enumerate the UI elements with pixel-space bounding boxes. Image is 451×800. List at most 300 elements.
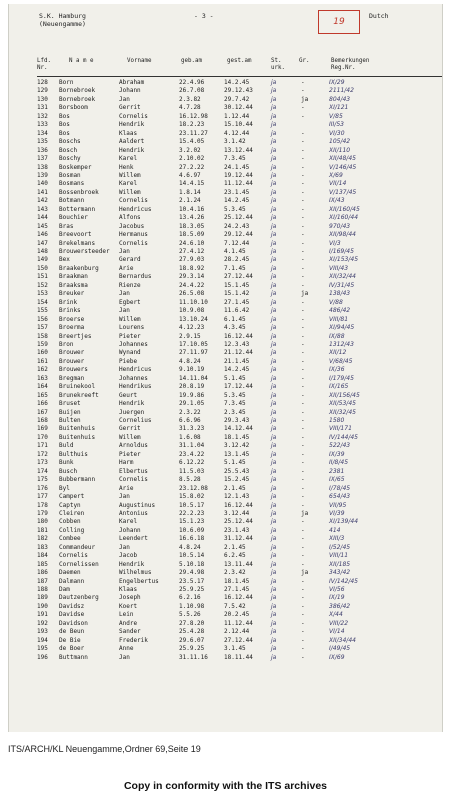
row-surname: Bex (59, 256, 70, 264)
row-deathdate: 5.1.45 (224, 459, 246, 467)
row-surname: Bossenbroek (59, 188, 99, 196)
row-number: 157 (37, 324, 48, 332)
row-birthdate: 2.10.02 (179, 155, 205, 163)
table-row (9, 552, 442, 561)
row-grave: - (301, 526, 305, 534)
row-firstname: Koert (119, 602, 138, 610)
row-surname: Brouwersteeder (59, 248, 110, 255)
row-grave: - (301, 248, 305, 255)
row-register-number: 1580 (329, 417, 345, 424)
row-deathdate: 27.12.44 (224, 636, 253, 644)
row-deathdate: 31.12.44 (224, 535, 253, 543)
row-surname: Daemen (59, 569, 81, 577)
row-certificate: ja (271, 129, 277, 137)
row-firstname: Henk (119, 163, 134, 171)
row-surname: de Beun (59, 628, 85, 636)
row-deathdate: 18.1.45 (224, 433, 250, 441)
row-firstname: Bernardus (119, 273, 152, 281)
row-birthdate: 27.2.22 (179, 163, 205, 171)
row-surname: Broerma (59, 324, 85, 332)
row-firstname: Johann (119, 87, 141, 95)
row-register-number: IX/165 (329, 383, 349, 391)
row-surname: Dautzenberg (59, 594, 99, 602)
row-surname: Bunk (59, 459, 74, 467)
row-grave: - (301, 602, 305, 610)
row-certificate: ja (271, 433, 277, 441)
row-deathdate: 7.5.42 (224, 602, 246, 610)
row-number: 133 (37, 121, 48, 129)
row-deathdate: 21.12.44 (224, 349, 253, 357)
table-row (9, 417, 442, 426)
row-register-number: 138/43 (329, 290, 351, 298)
row-firstname: Arnoldus (119, 442, 148, 450)
row-firstname: Hendricus (119, 205, 152, 213)
row-register-number: VI/56 (329, 586, 345, 593)
row-register-number: XII/160/45 (329, 205, 360, 213)
row-deathdate: 13.11.44 (224, 560, 253, 568)
row-surname: Bregman (59, 374, 85, 382)
row-register-number: IX/69 (329, 653, 345, 661)
row-birthdate: 15.4.05 (179, 138, 205, 146)
row-number: 184 (37, 552, 48, 560)
row-surname: Bron (59, 340, 74, 348)
row-surname: Brouwer (59, 349, 85, 357)
row-certificate: ja (271, 611, 277, 619)
row-grave: - (301, 222, 305, 230)
row-certificate: ja (271, 552, 277, 560)
row-surname: Bos (59, 112, 70, 120)
row-certificate: ja (271, 569, 277, 577)
row-grave: ja (301, 290, 309, 298)
table-row (9, 333, 442, 342)
row-register-number: 1312/43 (329, 340, 354, 348)
row-birthdate: 4.8.24 (179, 357, 201, 365)
row-surname: Boschs (59, 138, 81, 146)
row-register-number: III/53 (329, 121, 344, 129)
row-number: 146 (37, 231, 48, 239)
row-register-number: 386/42 (329, 602, 351, 610)
row-number: 180 (37, 518, 48, 526)
row-number: 132 (37, 112, 48, 120)
row-register-number: IV/144/45 (329, 433, 359, 441)
row-surname: Busch (59, 467, 78, 475)
table-row (9, 96, 442, 105)
row-deathdate: 2.1.45 (224, 543, 246, 551)
row-firstname: Hendrik (119, 121, 145, 129)
row-register-number: XII/32/44 (329, 273, 356, 281)
row-certificate: ja (271, 214, 277, 222)
row-deathdate: 23.1.45 (224, 188, 250, 196)
row-firstname: Sander (119, 628, 141, 636)
row-grave: - (301, 628, 305, 636)
table-row (9, 324, 442, 333)
row-surname: Buitenhuis (59, 425, 96, 433)
row-grave: - (301, 324, 305, 332)
row-certificate: ja (271, 391, 277, 399)
row-surname: Buijen (59, 408, 81, 416)
table-row (9, 425, 442, 434)
row-surname: Cleiren (59, 509, 85, 517)
table-row (9, 164, 442, 173)
row-number: 160 (37, 349, 48, 357)
row-firstname: Karel (119, 180, 138, 188)
row-deathdate: 27.12.44 (224, 273, 253, 281)
row-grave: - (301, 340, 305, 348)
row-deathdate: 14.2.45 (224, 197, 250, 205)
row-certificate: ja (271, 442, 277, 450)
row-grave: - (301, 577, 305, 585)
row-surname: Borsboom (59, 104, 88, 112)
table-row (9, 375, 442, 384)
row-deathdate: 16.12.44 (224, 594, 253, 602)
row-surname: Davidsz (59, 602, 85, 610)
row-deathdate: 3.1.42 (224, 138, 246, 146)
row-certificate: ja (271, 79, 277, 86)
row-register-number: 654/43 (329, 493, 351, 501)
row-register-number: V/88 (329, 298, 343, 306)
row-register-number: XI/121 (329, 104, 349, 112)
col-gr: Gr. (299, 58, 310, 64)
row-grave: - (301, 264, 305, 272)
row-grave: - (301, 214, 305, 222)
row-surname: Brink (59, 298, 78, 306)
row-certificate: ja (271, 256, 277, 264)
table-row (9, 290, 442, 299)
table-row (9, 654, 442, 663)
row-firstname: Andre (119, 619, 138, 627)
row-firstname: Egbert (119, 298, 141, 306)
table-row (9, 358, 442, 367)
row-certificate: ja (271, 467, 277, 475)
row-certificate: ja (271, 239, 277, 247)
row-certificate: ja (271, 138, 277, 146)
row-certificate: ja (271, 577, 277, 585)
row-firstname: Jan (119, 248, 130, 255)
row-certificate: ja (271, 509, 277, 517)
subcamp-name: (Neuengamme) (39, 20, 86, 28)
row-certificate: ja (271, 653, 277, 661)
row-number: 152 (37, 281, 48, 289)
table-row (9, 79, 442, 88)
col-name: N a m e (69, 58, 94, 64)
row-firstname: Alfons (119, 214, 141, 222)
row-number: 153 (37, 290, 48, 298)
row-grave: - (301, 619, 305, 627)
row-grave: ja (301, 569, 309, 577)
row-number: 138 (37, 163, 48, 171)
row-birthdate: 14.4.15 (179, 180, 205, 188)
row-deathdate: 29.3.43 (224, 417, 250, 424)
row-grave: - (301, 493, 305, 501)
page-stamp-number: 19 (333, 17, 345, 27)
row-surname: Bottermann (59, 205, 96, 213)
row-surname: Dam (59, 586, 70, 593)
row-firstname: Anne (119, 645, 134, 653)
table-row (9, 341, 442, 350)
row-register-number: IX/88 (329, 332, 345, 340)
row-surname: Bubbermann (59, 476, 96, 484)
row-certificate: ja (271, 543, 277, 551)
table-row (9, 527, 442, 536)
row-number: 142 (37, 197, 48, 205)
row-surname: Dalmann (59, 577, 85, 585)
row-certificate: ja (271, 374, 277, 382)
table-row (9, 206, 442, 215)
row-number: 144 (37, 214, 48, 222)
row-surname: Bulthuis (59, 450, 88, 458)
row-deathdate: 20.2.45 (224, 611, 250, 619)
row-number: 135 (37, 138, 48, 146)
row-grave: - (301, 374, 305, 382)
table-row (9, 383, 442, 392)
row-deathdate: 15.10.44 (224, 121, 253, 129)
table-row (9, 130, 442, 139)
table-row (9, 172, 442, 181)
table-row (9, 307, 442, 316)
row-certificate: ja (271, 121, 277, 129)
row-certificate: ja (271, 383, 277, 391)
row-birthdate: 27.11.97 (179, 349, 208, 357)
row-surname: Breevoort (59, 231, 92, 239)
table-row (9, 586, 442, 595)
row-deathdate: 14.2.45 (224, 366, 250, 374)
row-register-number: VII/95 (329, 501, 347, 509)
row-surname: Brunekreeft (59, 391, 99, 399)
table-row (9, 240, 442, 249)
table-row (9, 468, 442, 477)
row-grave: - (301, 205, 305, 213)
table-row (9, 248, 442, 257)
table-row (9, 121, 442, 130)
row-firstname: Jacob (119, 552, 138, 560)
row-surname: Cornelis (59, 552, 88, 560)
row-number: 165 (37, 391, 48, 399)
row-deathdate: 29.7.42 (224, 95, 250, 103)
row-birthdate: 10.6.09 (179, 526, 205, 534)
row-number: 167 (37, 408, 48, 416)
row-number: 194 (37, 636, 48, 644)
row-birthdate: 17.10.05 (179, 340, 208, 348)
row-deathdate: 19.12.44 (224, 171, 253, 179)
row-birthdate: 15.1.23 (179, 518, 205, 526)
table-row (9, 493, 442, 502)
col-urk: urk. (271, 65, 285, 71)
row-firstname: Jan (119, 493, 130, 501)
table-row (9, 502, 442, 511)
row-surname: Commandeur (59, 543, 96, 551)
row-register-number: 804/43 (329, 95, 351, 103)
row-birthdate: 23.5.17 (179, 577, 205, 585)
table-row (9, 392, 442, 401)
row-birthdate: 1.10.98 (179, 602, 205, 610)
row-deathdate: 5.3.45 (224, 391, 246, 399)
row-firstname: Willem (119, 171, 141, 179)
document-page (8, 4, 443, 732)
row-firstname: Hendrik (119, 400, 145, 408)
row-number: 173 (37, 459, 48, 467)
row-firstname: Abraham (119, 79, 145, 86)
row-certificate: ja (271, 315, 277, 323)
row-certificate: ja (271, 264, 277, 272)
row-register-number: V/146/45 (329, 163, 357, 171)
row-firstname: Klaas (119, 586, 138, 593)
row-birthdate: 15.8.02 (179, 493, 205, 501)
row-register-number: XI/139/44 (329, 518, 359, 526)
row-birthdate: 10.9.08 (179, 307, 205, 315)
row-number: 190 (37, 602, 48, 610)
row-register-number: V/137/45 (329, 188, 357, 196)
row-deathdate: 25.5.43 (224, 467, 250, 475)
camp-name: S.K. Hamburg (39, 12, 86, 20)
row-grave: - (301, 307, 305, 315)
row-deathdate: 17.12.44 (224, 383, 253, 391)
row-surname: De Bie (59, 636, 81, 644)
row-grave: - (301, 256, 305, 264)
nationality-label: Dutch (369, 12, 389, 20)
row-certificate: ja (271, 619, 277, 627)
row-grave: - (301, 163, 305, 171)
row-register-number: 486/42 (329, 307, 351, 315)
col-vorname: Vorname (127, 58, 152, 64)
row-firstname: Hendrik (119, 146, 145, 154)
row-deathdate: 4.12.44 (224, 129, 250, 137)
table-row (9, 409, 442, 418)
row-deathdate: 13.1.45 (224, 450, 250, 458)
row-number: 162 (37, 366, 48, 374)
row-firstname: Arie (119, 264, 134, 272)
row-surname: Boskemper (59, 163, 92, 171)
row-surname: Boschy (59, 155, 81, 163)
row-certificate: ja (271, 450, 277, 458)
row-firstname: Frederik (119, 636, 148, 644)
archive-citation: ITS/ARCH/KL Neuengamme,Ordner 69,Seite 19 (8, 744, 201, 754)
row-number: 159 (37, 340, 48, 348)
row-register-number: VIII/171 (329, 425, 352, 433)
row-birthdate: 11.5.03 (179, 467, 205, 475)
row-grave: - (301, 332, 305, 340)
row-deathdate: 5.1.45 (224, 374, 246, 382)
row-grave: - (301, 155, 305, 163)
row-certificate: ja (271, 518, 277, 526)
row-birthdate: 13.4.26 (179, 214, 205, 222)
row-grave: - (301, 543, 305, 551)
row-firstname: Karel (119, 518, 138, 526)
row-certificate: ja (271, 493, 277, 501)
table-row (9, 459, 442, 468)
row-grave: - (301, 535, 305, 543)
row-number: 163 (37, 374, 48, 382)
row-firstname: Klaas (119, 129, 138, 137)
row-firstname: Rienze (119, 281, 141, 289)
row-certificate: ja (271, 188, 277, 196)
col-gest: gest.am (227, 58, 252, 64)
row-number: 172 (37, 450, 48, 458)
row-register-number: IV/31/45 (329, 281, 355, 289)
row-number: 148 (37, 248, 48, 255)
row-birthdate: 27.9.03 (179, 256, 205, 264)
table-row (9, 273, 442, 282)
row-number: 155 (37, 307, 48, 315)
row-register-number: 2381 (329, 467, 345, 475)
row-surname: Brouwer (59, 357, 85, 365)
row-certificate: ja (271, 112, 277, 120)
row-certificate: ja (271, 594, 277, 602)
row-surname: Cobben (59, 518, 81, 526)
col-bemerkungen: Bemerkungen (331, 58, 370, 64)
row-register-number: IX/29 (329, 79, 345, 86)
row-deathdate: 23.1.43 (224, 526, 250, 534)
row-deathdate: 18.1.45 (224, 577, 250, 585)
table-row (9, 637, 442, 646)
row-grave: - (301, 442, 305, 450)
row-surname: Bosch (59, 146, 78, 154)
table-row (9, 223, 442, 232)
row-firstname: Elbertus (119, 467, 148, 475)
row-register-number: IX/19 (329, 594, 345, 602)
row-firstname: Jan (119, 307, 130, 315)
row-register-number: I/179/45 (329, 374, 354, 382)
row-certificate: ja (271, 163, 277, 171)
row-surname: Broerse (59, 315, 85, 323)
row-firstname: Johann (119, 526, 141, 534)
row-number: 140 (37, 180, 48, 188)
row-grave: - (301, 383, 305, 391)
row-firstname: Juergen (119, 408, 145, 416)
table-row (9, 510, 442, 519)
row-birthdate: 14.11.04 (179, 374, 208, 382)
row-firstname: Jan (119, 653, 130, 661)
row-birthdate: 16.12.98 (179, 112, 208, 120)
row-firstname: Hendricus (119, 366, 152, 374)
row-register-number: I/49/45 (329, 645, 351, 653)
row-register-number: XII/34/44 (329, 636, 356, 644)
row-surname: Bruset (59, 400, 81, 408)
row-birthdate: 6.12.22 (179, 459, 205, 467)
row-grave: - (301, 79, 305, 86)
row-birthdate: 6.6.96 (179, 417, 201, 424)
row-firstname: Karel (119, 155, 138, 163)
row-firstname: Cornelis (119, 197, 148, 205)
row-deathdate: 15.1.45 (224, 281, 250, 289)
row-register-number: V/68/45 (329, 357, 353, 365)
table-row (9, 138, 442, 147)
row-number: 189 (37, 594, 48, 602)
row-firstname: Pieter (119, 332, 141, 340)
row-firstname: Hendrikus (119, 383, 152, 391)
row-deathdate: 15.1.42 (224, 290, 250, 298)
row-register-number: I/52/45 (329, 543, 351, 551)
row-number: 171 (37, 442, 48, 450)
row-certificate: ja (271, 560, 277, 568)
row-birthdate: 19.9.86 (179, 391, 205, 399)
row-birthdate: 9.10.19 (179, 366, 205, 374)
table-row (9, 611, 442, 620)
row-certificate: ja (271, 273, 277, 281)
row-birthdate: 1.8.14 (179, 188, 201, 196)
row-certificate: ja (271, 425, 277, 433)
conformity-note: Copy in conformity with the ITS archives (123, 780, 328, 792)
row-grave: - (301, 357, 305, 365)
row-birthdate: 27.8.20 (179, 619, 205, 627)
row-surname: Combee (59, 535, 81, 543)
row-certificate: ja (271, 248, 277, 255)
row-grave: - (301, 188, 305, 196)
row-birthdate: 16.6.18 (179, 535, 205, 543)
row-deathdate: 4.1.45 (224, 248, 246, 255)
row-surname: Colling (59, 526, 85, 534)
row-number: 164 (37, 383, 48, 391)
page-number-dash: - 3 - (194, 12, 214, 20)
